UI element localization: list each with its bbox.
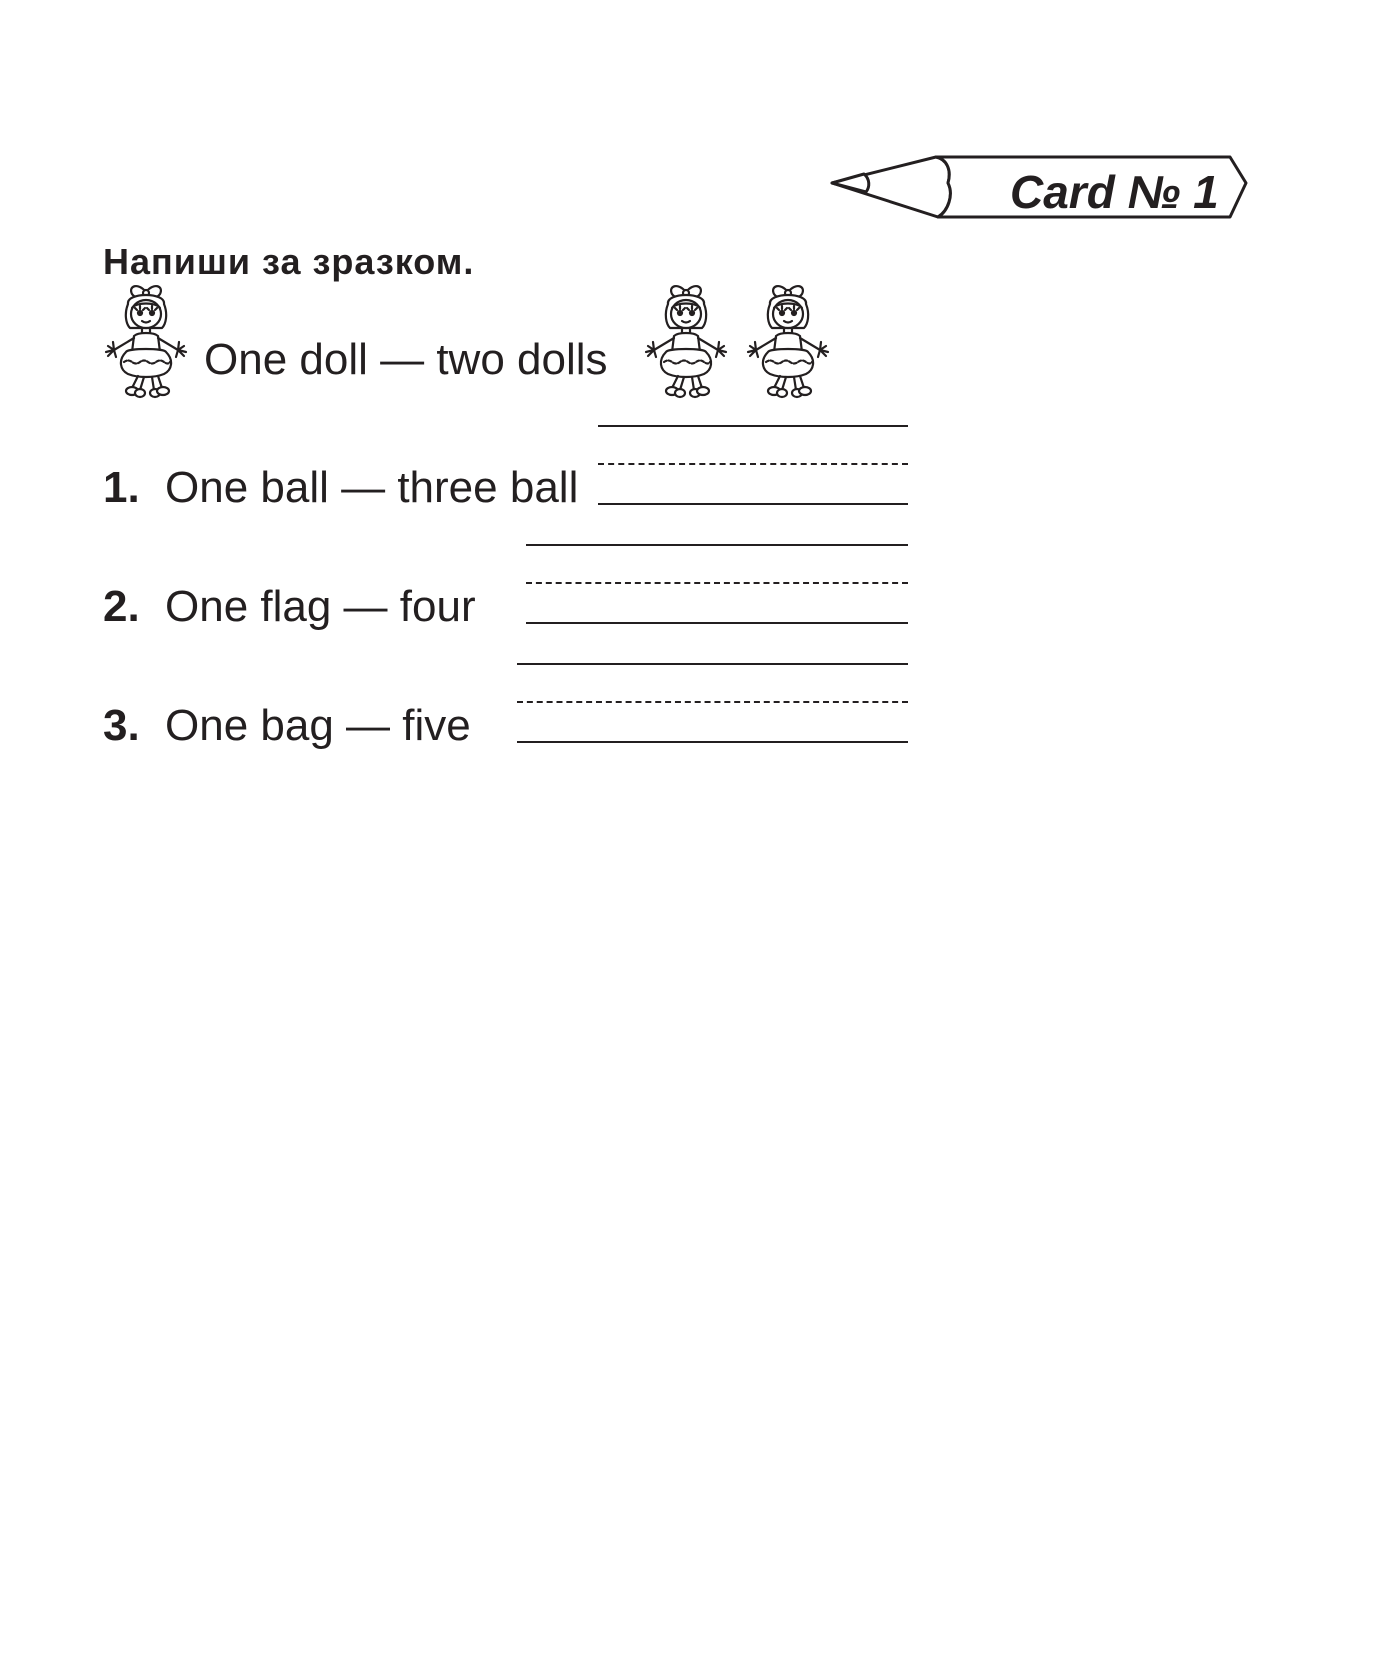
example-text: One doll — two dolls bbox=[204, 335, 608, 384]
writing-line-top bbox=[517, 663, 908, 665]
exercise-3 bbox=[103, 698, 471, 754]
doll-icon bbox=[740, 280, 836, 400]
card-title: Card № 1 bbox=[1010, 166, 1219, 218]
writing-line-top bbox=[598, 425, 908, 427]
answer-line[interactable] bbox=[598, 503, 908, 505]
exercise-text: One flag — four bbox=[165, 582, 476, 631]
answer-line[interactable] bbox=[526, 622, 908, 624]
writing-line-middle bbox=[598, 463, 908, 465]
writing-line-middle bbox=[517, 701, 908, 703]
doll-icon bbox=[638, 280, 734, 400]
exercise-number: 2. bbox=[103, 582, 140, 631]
exercise-number: 3. bbox=[103, 701, 140, 750]
writing-line-middle bbox=[526, 582, 908, 584]
exercise-text: One ball — three ball bbox=[165, 463, 579, 512]
exercise-number: 1. bbox=[103, 463, 140, 512]
exercise-1 bbox=[103, 460, 578, 516]
writing-line-top bbox=[526, 544, 908, 546]
instruction-heading: Напиши за зразком. bbox=[103, 241, 475, 282]
exercise-2 bbox=[103, 579, 476, 635]
doll-icon bbox=[98, 280, 194, 400]
answer-line[interactable] bbox=[517, 741, 908, 743]
exercise-text: One bag — five bbox=[165, 701, 471, 750]
